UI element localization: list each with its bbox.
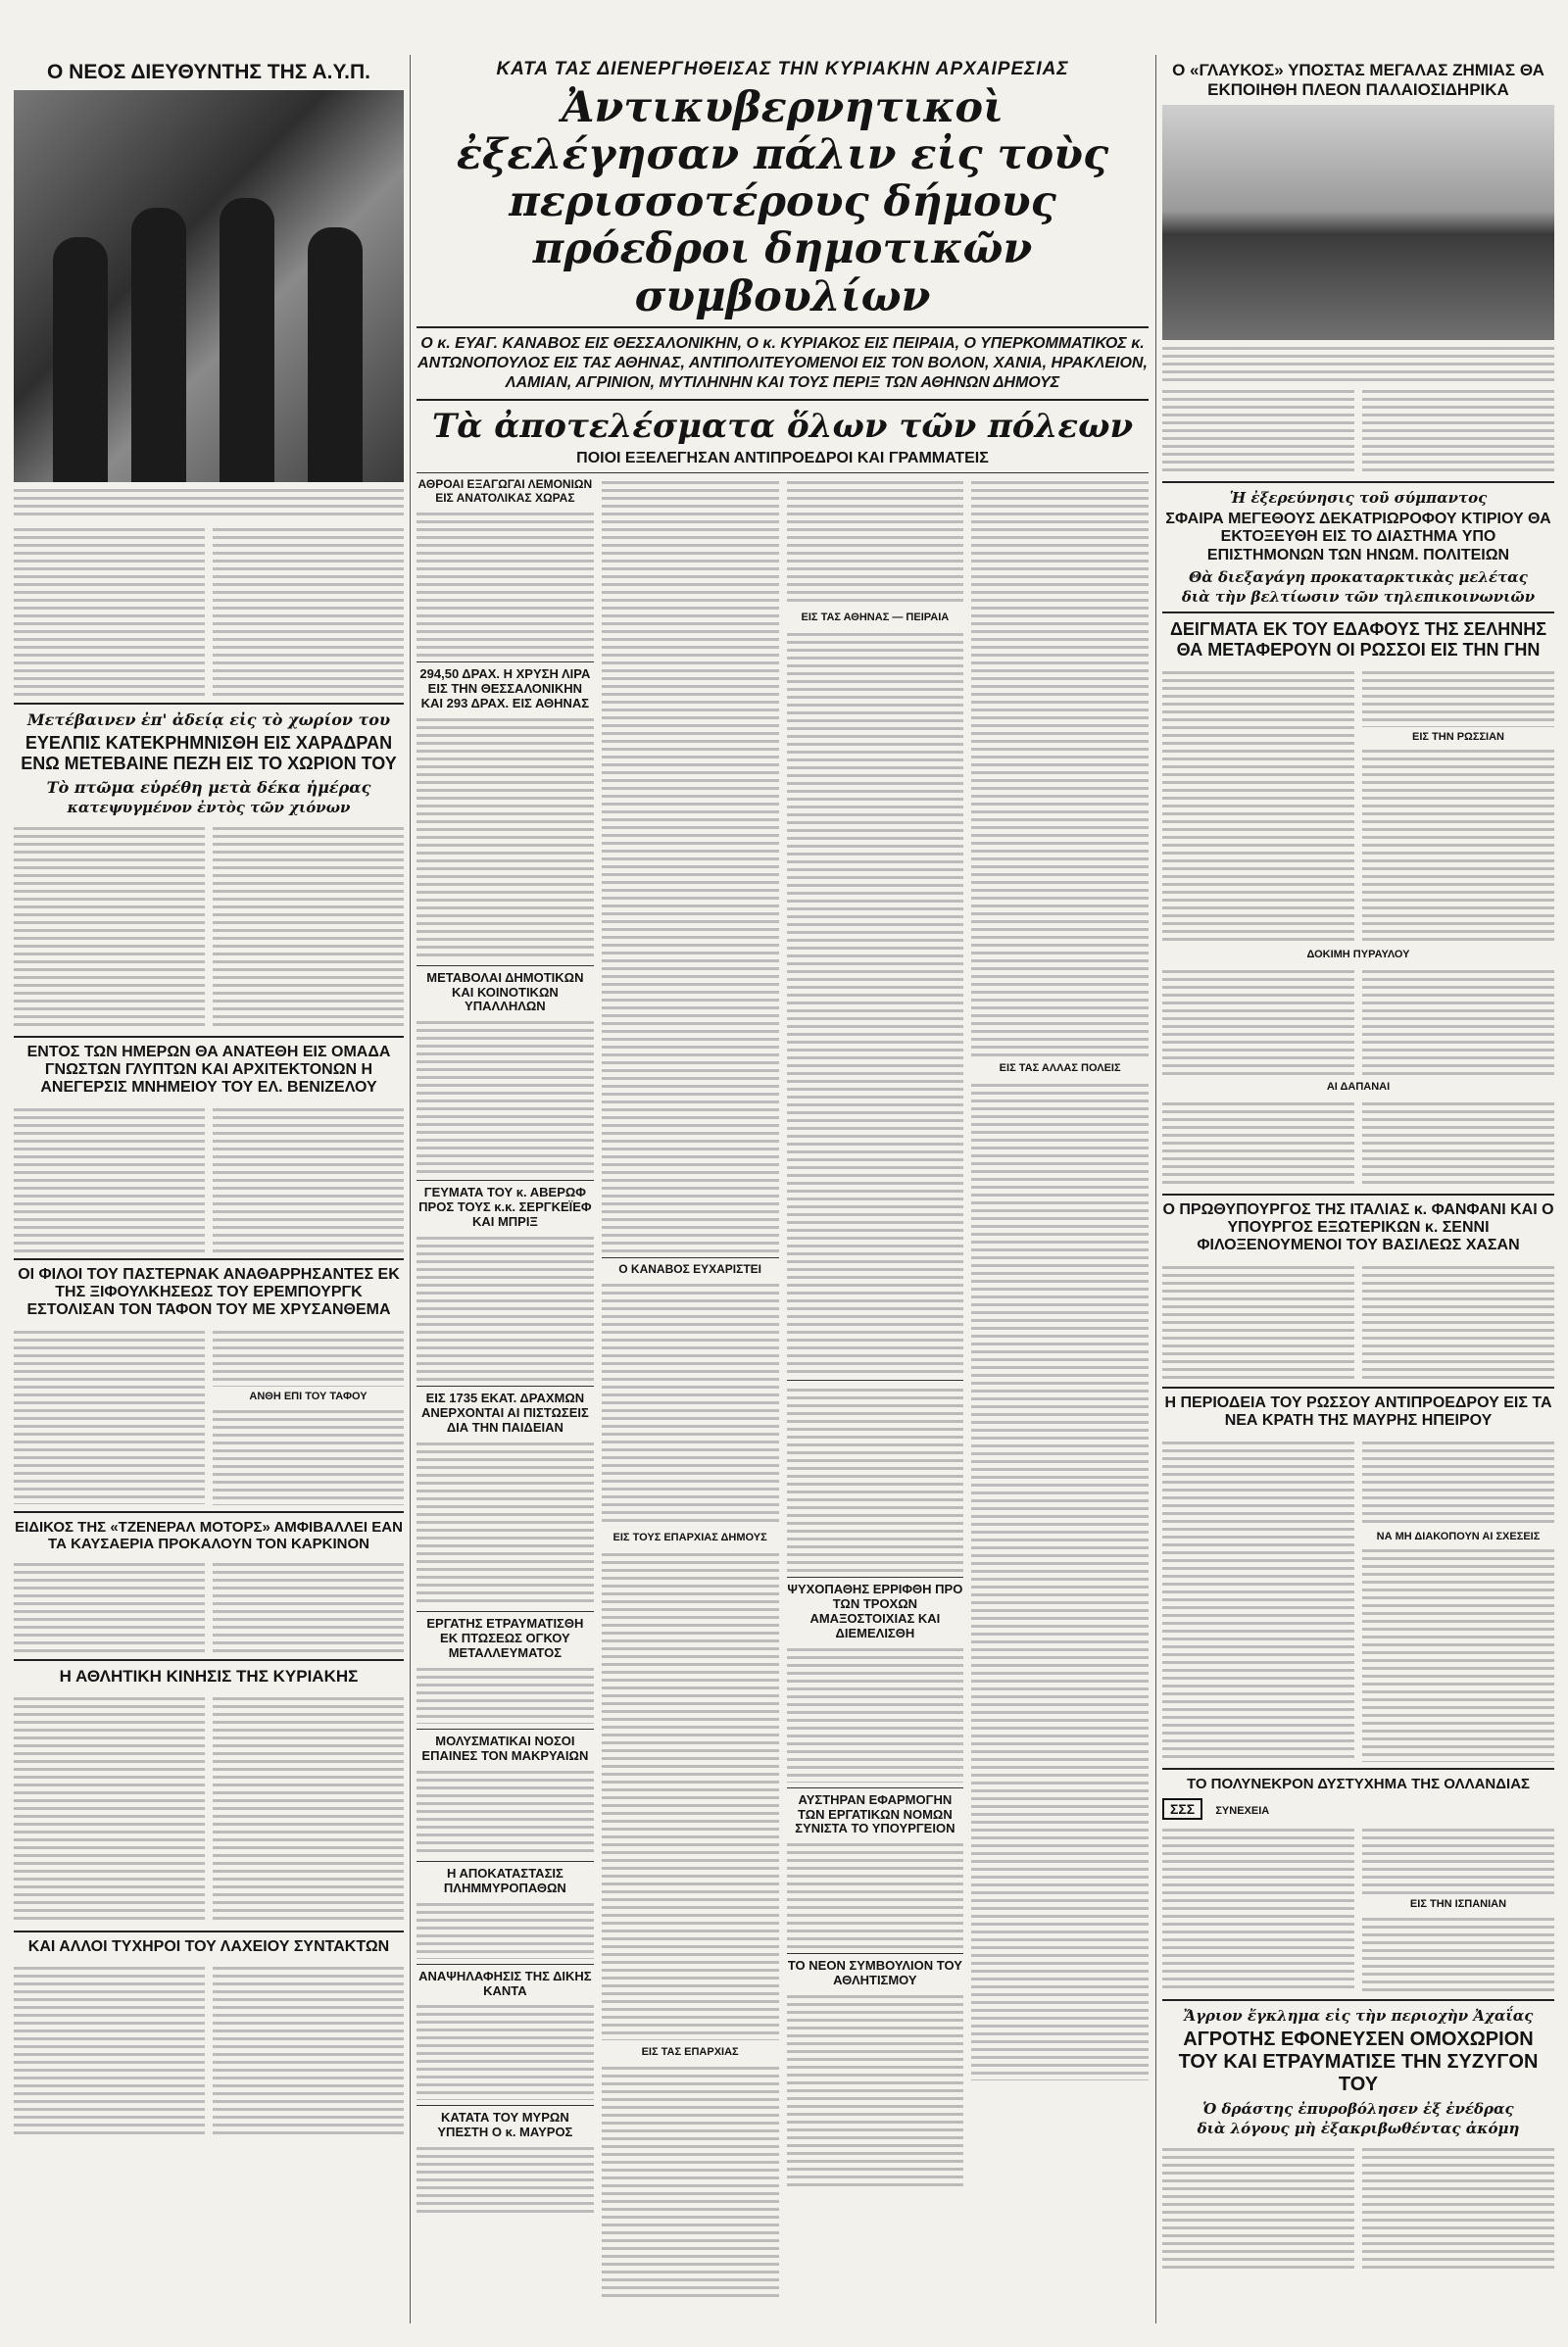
article-text — [787, 478, 964, 606]
article-text — [787, 1386, 964, 1572]
box-psychopath: ΨΥΧΟΠΑΘΗΣ ΕΡΡΙΦΘΗ ΠΡΟ ΤΩΝ ΤΡΟΧΩΝ ΑΜΑΞΟΣΤΟΙΧΙΑΣ ΚΑΙ ΔΙΕΜΕΛΙΣΘΗ — [787, 1581, 963, 1640]
heading-all-cities: ΕΙΣ ΤΑΣ ΑΛΛΑΣ ΠΟΛΕΙΣ — [999, 1062, 1121, 1075]
article-text — [416, 2144, 594, 2213]
article-text — [14, 1105, 205, 1252]
left-headline-6: Η ΑΘΛΗΤΙΚΗ ΚΙΝΗΣΙΣ ΤΗΣ ΚΥΡΙΑΚΗΣ — [59, 1667, 359, 1686]
who-headline: ΠΟΙΟΙ ΕΞΕΛΕΓΗΣΑΝ ΑΝΤΙΠΡΟΕΔΡΟΙ ΚΑΙ ΓΡΑΜΜΑΤΕΙΣ — [576, 449, 989, 466]
article-text — [1162, 1826, 1354, 1992]
left-headline-2: ΕΥΕΛΠΙΣ ΚΑΤΕΚΡΗΜΝΙΣΘΗ ΕΙΣ ΧΑΡΑΔΡΑΝ ΕΝΩ ΜΕΤΕΒΑΙΝΕ ΠΕΖΗ ΕΙΣ ΤΟ ΧΩΡΙΟΝ ΤΟΥ — [21, 733, 397, 773]
article-text — [1362, 1100, 1554, 1188]
main-headline: Ἀντικυβερνητικοὶ ἐξελέγησαν πάλιν εἰς τοὺς περισσοτέρους δήμους πρόεδροι δημοτικῶν συμβουλίων — [456, 83, 1109, 321]
heading-relations: ΝΑ ΜΗ ΔΙΑΚΟΠΟΥΝ ΑΙ ΣΧΕΣΕΙΣ — [1376, 1530, 1541, 1542]
article-text — [1362, 1915, 1554, 1993]
article-text — [602, 1281, 779, 1526]
article-text — [213, 1328, 404, 1387]
column-divider — [1155, 55, 1156, 2323]
article-text — [416, 1768, 594, 1856]
photo-caption — [14, 486, 404, 519]
continued-label: ΣΥΝΕΧΕΙΑ — [1215, 1805, 1270, 1818]
article-text — [602, 2064, 779, 2299]
box-kanta: ΑΝΑΨΗΛΑΦΗΣΙΣ ΤΗΣ ΔΙΚΗΣ ΚΑΝΤΑ — [418, 1968, 592, 1998]
article-text — [416, 715, 594, 960]
box-labor: ΑΥΣΤΗΡΑΝ ΕΦΑΡΜΟΓΗΝ ΤΩΝ ΕΡΓΑΤΙΚΩΝ ΝΟΜΩΝ ΣΥΝΙΣΤΑ ΤΟ ΥΠΟΥΡΓΕΙΟΝ — [795, 1791, 956, 1836]
article-text — [1162, 1263, 1354, 1381]
article-text — [602, 1550, 779, 2040]
article-text — [416, 1440, 594, 1606]
right-sub-7b: διὰ λόγους μὴ ἐξακριβωθέντας ἀκόμη — [1197, 2120, 1520, 2138]
article-text — [213, 1407, 404, 1505]
box-diseases: ΜΟΛΥΣΜΑΤΙΚΑΙ ΝΟΣΟΙ ΕΠΑΙΝΕΣ ΤΟΝ ΜΑΚΡΥΑΙΩΝ — [421, 1733, 589, 1763]
article-text — [416, 1900, 594, 1959]
results-headline: Τὰ ἀποτελέσματα ὅλων τῶν πόλεων — [431, 406, 1134, 446]
right-sub-2: Θὰ διεξαγάγη προκαταρκτικὰς μελέτας — [1189, 568, 1528, 587]
heading-eparchia: ΕΙΣ ΤΑΣ ΕΠΑΡΧΙΑΣ — [641, 2045, 739, 2058]
article-text — [602, 478, 779, 1252]
article-text — [1362, 1439, 1554, 1527]
box-athletics: ΤΟ ΝΕΟΝ ΣΥΜΒΟΥΛΙΟΝ ΤΟΥ ΑΘΛΗΤΙΣΜΟΥ — [787, 1958, 962, 1988]
article-text — [213, 1694, 404, 1925]
left-kicker-2: Μετέβαινεν ἐπ' ἀδείᾳ εἰς τὸ χωρίον του — [26, 710, 391, 730]
left-headline-1: Ο ΝΕΟΣ ΔΙΕΥΘΥΝΤΗΣ ΤΗΣ Α.Υ.Π. — [46, 61, 370, 83]
right-headline-3: ΔΕΙΓΜΑΤΑ ΕΚ ΤΟΥ ΕΔΑΦΟΥΣ ΤΗΣ ΣΕΛΗΝΗΣ ΘΑ ΜΕΤΑΦΕΡΟΥΝ ΟΙ ΡΩΣΣΟΙ ΕΙΣ ΤΗΝ ΓΗΝ — [1169, 619, 1547, 660]
article-text — [1362, 1546, 1554, 1762]
right-headline-1: Ο «ΓΛΑΥΚΟΣ» ΥΠΟΣΤΑΣ ΜΕΓΑΛΑΣ ΖΗΜΙΑΣ ΘΑ ΕΚΠΟΙΗΘΗ ΠΛΕΟΝ ΠΑΛΑΙΟΣΙΔΗΡΙΚΑ — [1172, 61, 1544, 99]
article-text — [971, 478, 1149, 1056]
right-sub-2b: διὰ τὴν βελτίωσιν τῶν τηλεπικοινωνιῶν — [1181, 588, 1536, 607]
box-education: ΕΙΣ 1735 ΕΚΑΤ. ΔΡΑΧΜΩΝ ΑΝΕΡΧΟΝΤΑΙ ΑΙ ΠΙΣΤΩΣΕΙΣ ΔΙΑ ΤΗΝ ΠΑΙΔΕΙΑΝ — [420, 1391, 589, 1436]
left-sub-2b: κατεψυγμένον ἐντὸς τῶν χιόνων — [67, 798, 351, 816]
column-divider — [410, 55, 411, 2323]
kanavos-thanks: Ο ΚΑΝΑΒΟΣ ΕΥΧΑΡΙΣΤΕΙ — [618, 1262, 761, 1277]
right-kicker-7: Ἄγριον ἔγκλημα εἰς τὴν περιοχὴν Ἀχαΐας — [1183, 2007, 1534, 2026]
article-text — [14, 1328, 205, 1504]
middle-column — [416, 55, 1149, 2323]
left-sub-4: ΑΝΘΗ ΕΠΙ ΤΟΥ ΤΑΦΟΥ — [249, 1390, 368, 1402]
article-text — [14, 525, 205, 697]
article-text — [1162, 2145, 1354, 2273]
main-subhead: Ο κ. ΕΥΑΓ. ΚΑΝΑΒΟΣ ΕΙΣ ΘΕΣΣΑΛΟΝΙΚΗΝ, Ο κ. ΚΥΡΙΑΚΟΣ ΕΙΣ ΠΕΙΡΑΙΑ, Ο ΥΠΕΡΚΟΜΜΑΤΙΚΟΣ κ. ΑΝΤΩΝΟΠΟΥΛΟΣ ΕΙΣ ΤΑΣ ΑΘΗΝΑΣ, ΑΝΤΙΠΟΛΙΤΕΥΟΜΕΝΟΙ ΕΙΣ ΤΟΝ ΒΟΛΟΝ, ΧΑΝΙΑ, ΗΡΑΚΛΕΙΟΝ, ΛΑΜΙΑΝ, ΑΓΡΙΝΙΟΝ, ΜΥΤΙΛΗΝΗΝ ΚΑΙ ΤΟΥΣ ΠΕΡΙΞ ΤΩΝ ΑΘΗΝΩΝ ΔΗΜΟΥΣ — [417, 334, 1148, 391]
right-headline-7: ΑΓΡΟΤΗΣ ΕΦΟΝΕΥΣΕΝ ΟΜΟΧΩΡΙΟΝ ΤΟΥ ΚΑΙ ΕΤΡΑΥΜΑΤΙΣΕ ΤΗΝ ΣΥΖΥΓΟΝ ΤΟΥ — [1178, 2029, 1539, 2096]
box-averoff: ΓΕΥΜΑΤΑ ΤΟΥ κ. ΑΒΕΡΩΦ ΠΡΟΣ ΤΟΥΣ κ.κ. ΣΕΡΓΚΕΪΕΦ ΚΑΙ ΜΠΡΙΞ — [418, 1185, 592, 1230]
heading-spain: ΕΙΣ ΤΗΝ ΙΣΠΑΝΙΑΝ — [1409, 1898, 1507, 1911]
kicker: ΚΑΤΑ ΤΑΣ ΔΙΕΝΕΡΓΗΘΕΙΣΑΣ ΤΗΝ ΚΥΡΙΑΚΗΝ ΑΡΧΑΙΡΕΣΙΑΣ — [496, 59, 1069, 79]
right-sub-7: Ὁ δράστης ἐπυροβόλησεν ἐξ ἐνέδρας — [1202, 2100, 1514, 2119]
right-headline-2: ΣΦΑΙΡΑ ΜΕΓΕΘΟΥΣ ΔΕΚΑΤΡΙΩΡΟΦΟΥ ΚΤΙΡΙΟΥ ΘΑ ΕΚΤΟΞΕΥΘΗ ΕΙΣ ΤΟ ΔΙΑΣΤΗΜΑ ΥΠΟ ΕΠΙΣΤΗΜΟΝΩΝ ΤΩΝ ΗΝΩΜ. ΠΟΛΙΤΕΙΩΝ — [1165, 511, 1551, 563]
article-text — [213, 1105, 404, 1252]
article-text — [1362, 747, 1554, 943]
heading-russia: ΕΙΣ ΤΗΝ ΡΩΣΣΙΑΝ — [1411, 730, 1504, 743]
article-text — [14, 1964, 205, 2135]
article-text — [1362, 2145, 1554, 2273]
article-text — [787, 1840, 964, 1948]
box-gold-lira: 294,50 ΔΡΑΧ. Η ΧΡΥΣΗ ΛΙΡΑ ΕΙΣ ΤΗΝ ΘΕΣΣΑΛΟΝΙΚΗΝ ΚΑΙ 293 ΔΡΑΧ. ΕΙΣ ΑΘΗΝΑΣ — [419, 665, 591, 710]
heading-rocket-test: ΔΟΚΙΜΗ ΠΥΡΑΥΛΟΥ — [1306, 949, 1410, 961]
heading-expenses: ΑΙ ΔΑΠΑΝΑΙ — [1326, 1080, 1391, 1093]
right-kicker-2: Ἡ ἐξερεύνησις τοῦ σύμπαντος — [1229, 489, 1488, 508]
box-flood: Η ΑΠΟΚΑΤΑΣΤΑΣΙΣ ΠΛΗΜΜΥΡΟΠΑΘΩΝ — [443, 1865, 566, 1895]
article-text — [787, 630, 964, 1375]
left-headline-3: ΕΝΤΟΣ ΤΩΝ ΗΜΕΡΩΝ ΘΑ ΑΝΑΤΕΘΗ ΕΙΣ ΟΜΑΔΑ ΓΝΩΣΤΩΝ ΓΛΥΠΤΩΝ ΚΑΙ ΑΡΧΙΤΕΚΤΟΝΩΝ Η ΑΝΕΓΕΡΣΙΣ ΜΝΗΜΕΙΟΥ ΤΟΥ ΕΛ. ΒΕΝΙΖΕΛΟΥ — [26, 1043, 391, 1097]
article-text — [213, 824, 404, 1030]
article-text — [213, 525, 404, 697]
article-text — [1362, 387, 1554, 475]
article-text — [1162, 387, 1354, 475]
article-text — [1162, 1439, 1354, 1762]
article-text — [416, 510, 594, 657]
photo-ship — [1162, 105, 1554, 340]
heading-athens: ΕΙΣ ΤΑΣ ΑΘΗΝΑΣ — ΠΕΙΡΑΙΑ — [801, 611, 950, 624]
article-text — [14, 1694, 205, 1925]
right-headline-6: ΤΟ ΠΟΛΥΝΕΚΡΟΝ ΔΥΣΤΥΧΗΜΑ ΤΗΣ ΟΛΛΑΝΔΙΑΣ — [1186, 1776, 1531, 1793]
article-text — [1362, 967, 1554, 1075]
article-text — [787, 1992, 964, 2188]
right-headline-5: Η ΠΕΡΙΟΔΕΙΑ ΤΟΥ ΡΩΣΣΟΥ ΑΝΤΙΠΡΟΕΔΡΟΥ ΕΙΣ ΤΑ ΝΕΑ ΚΡΑΤΗ ΤΗΣ ΜΑΥΡΗΣ ΗΠΕΙΡΟΥ — [1164, 1394, 1552, 1430]
article-text — [1162, 668, 1354, 943]
article-text — [1362, 1826, 1554, 1894]
left-column — [14, 55, 404, 2323]
article-text — [14, 824, 205, 1030]
article-text — [14, 1560, 205, 1653]
logo-icon: ΣΣΣ — [1162, 1798, 1202, 1820]
box-mavros: ΚΑΤΑΤΑ ΤΟΥ ΜΥΡΩΝ ΥΠΕΣΤΗ Ο κ. ΜΑΥΡΟΣ — [437, 2110, 573, 2140]
photo-director — [14, 90, 404, 482]
article-text — [416, 1234, 594, 1381]
article-text — [1162, 1100, 1354, 1188]
article-text — [1362, 668, 1554, 727]
left-headline-5: ΕΙΔΙΚΟΣ ΤΗΣ «ΤΖΕΝΕΡΑΛ ΜΟΤΟΡΣ» ΑΜΦΙΒΑΛΛΕΙ ΕΑΝ ΤΑ ΚΑΥΣΑΕΡΙΑ ΠΡΟΚΑΛΟΥΝ ΤΟΝ ΚΑΡΚΙΝΟΝ — [15, 1518, 403, 1552]
article-text — [213, 1964, 404, 2135]
article-text — [213, 1560, 404, 1653]
article-text — [787, 1645, 964, 1783]
left-headline-4: ΟΙ ΦΙΛΟΙ ΤΟΥ ΠΑΣΤΕΡΝΑΚ ΑΝΑΘΑΡΡΗΣΑΝΤΕΣ ΕΚ ΤΗΣ ΞΙΦΟΥΛΚΗΣΕΩΣ ΤΟΥ ΕΡΕΜΠΟΥΡΓΚ ΕΣΤΟΛΙΣΑΝ ΤΟΝ ΤΑΦΟΝ ΤΟΥ ΜΕ ΧΡΥΣΑΝΘΕΜΑ — [18, 1265, 400, 1319]
heading-other-demos: ΕΙΣ ΤΟΥΣ ΕΠΑΡΧΙΑΣ ΔΗΜΟΥΣ — [612, 1531, 767, 1543]
left-headline-7: ΚΑΙ ΑΛΛΟΙ ΤΥΧΗΡΟΙ ΤΟΥ ΛΑΧΕΙΟΥ ΣΥΝΤΑΚΤΩΝ — [27, 1937, 390, 1955]
article-text — [416, 1018, 594, 1175]
photo-caption — [1162, 344, 1554, 381]
box-worker: ΕΡΓΑΤΗΣ ΕΤΡΑΥΜΑΤΙΣΘΗ ΕΚ ΠΤΩΣΕΩΣ ΟΓΚΟΥ ΜΕΤΑΛΛΕΥΜΑΤΟΣ — [426, 1616, 584, 1660]
article-text — [416, 2002, 594, 2100]
article-text — [1162, 967, 1354, 1075]
right-column — [1162, 55, 1554, 2323]
left-sub-2: Τὸ πτῶμα εὑρέθη μετὰ δέκα ἡμέρας — [46, 777, 371, 797]
article-text — [1362, 1263, 1554, 1381]
article-text — [416, 1665, 594, 1724]
right-headline-4: Ο ΠΡΩΘΥΠΟΥΡΓΟΣ ΤΗΣ ΙΤΑΛΙΑΣ κ. ΦΑΝΦΑΝΙ ΚΑΙ Ο ΥΠΟΥΡΓΟΣ ΕΞΩΤΕΡΙΚΩΝ κ. ΣΕΝΝΙ ΦΙΛΟΞΕΝΟΥΜΕΝΟΙ ΤΟΥ ΒΑΣΙΛΕΩΣ ΧΑΣΑΝ — [1162, 1200, 1554, 1254]
box-lemons: ΑΘΡΟΑΙ ΕΞΑΓΩΓΑΙ ΛΕΜΟΝΙΩΝ ΕΙΣ ΑΝΑΤΟΛΙΚΑΣ ΧΩΡΑΣ — [417, 477, 593, 505]
article-text — [971, 1081, 1149, 2080]
box-municipal: ΜΕΤΑΒΟΛΑΙ ΔΗΜΟΤΙΚΩΝ ΚΑΙ ΚΟΙΝΟΤΙΚΩΝ ΥΠΑΛΛΗΛΩΝ — [426, 969, 584, 1014]
